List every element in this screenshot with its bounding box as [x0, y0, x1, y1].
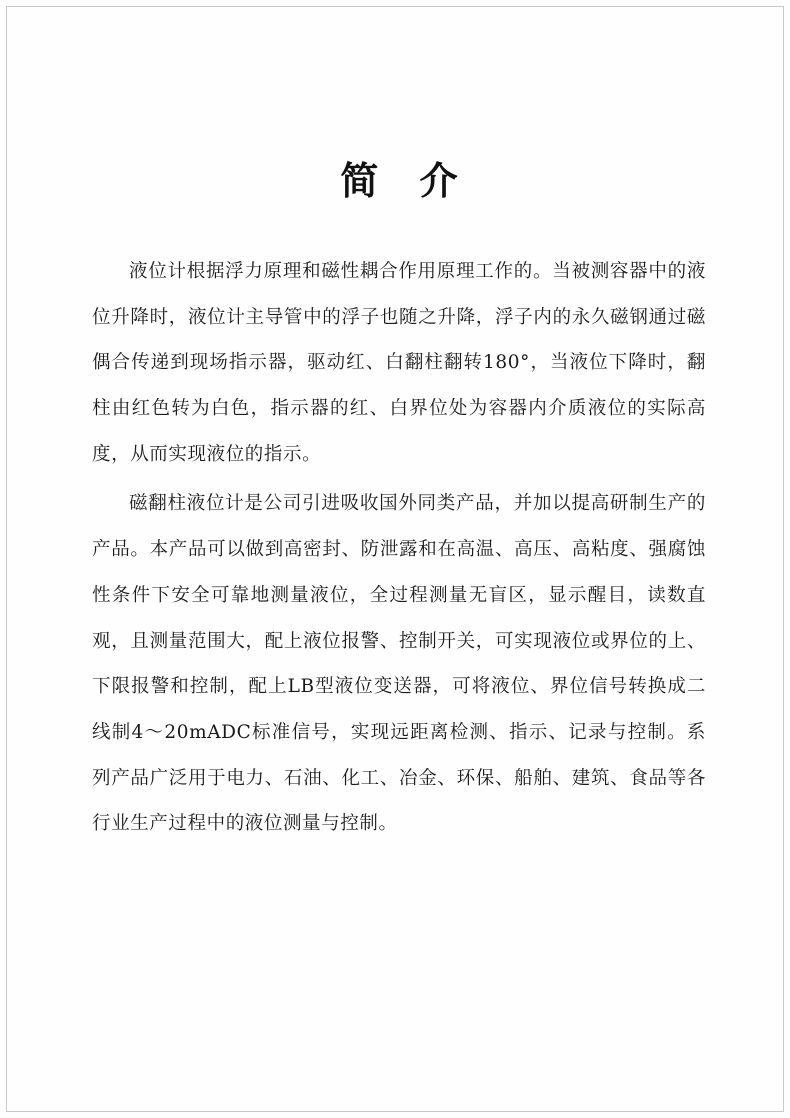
paragraph-working-principle: 液位计根据浮力原理和磁性耦合作用原理工作的。当被测容器中的液位升降时，液位计主导管中的浮子也随之升降，浮子内的永久磁钢通过磁偶合传递到现场指示器，驱动红、白翻柱翻转180°，当液位下降时，翻柱由红色转为白色，指示器的红、白界位处为容器内介质液位的实际高度，从而实现液位的指示。 [92, 261, 706, 465]
paragraph-product-description: 磁翻柱液位计是公司引进吸收国外同类产品，并加以提高研制生产的产品。本产品可以做到高密封、防泄露和在高温、高压、高粘度、强腐蚀性条件下安全可靠地测量液位，全过程测量无盲区，显示醒目，读数直观，且测量范围大，配上液位报警、控制开关，可实现液位或界位的上、下限报警和控制，配上LB型液位变送器，可将液位、界位信号转换成二线制4～20mADC标准信号，实现远距离检测、指示、记录与控制。系列产品广泛用于电力、石油、化工、冶金、环保、船舶、建筑、食品等各行业生产过程中的液位测量与控制。 [92, 493, 706, 835]
document-content [92, 150, 706, 847]
page-title: 简 介 [340, 158, 472, 203]
